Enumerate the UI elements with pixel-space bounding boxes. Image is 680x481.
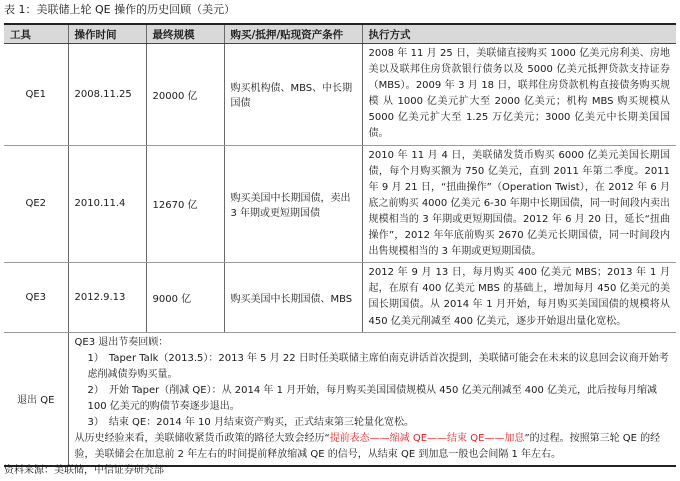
table-caption: 表 1：美联储上轮 QE 操作的历史回顾（美元） bbox=[4, 3, 236, 16]
source-note: 资料来源：美联储，中信证券研究部 bbox=[4, 465, 164, 476]
cell-condition: 购买美国中长期国债、MBS bbox=[224, 263, 362, 332]
cell-execution: 2012 年 9 月 13 日，每月购买 400 亿美元 MBS；2013 年 1 月起，在原有 400 亿美元 MBS 的基础上，增加每月 450 亿美元的美国长期国债。从 2014 年 1 月开始，每月购买美国国债的规模将从 450 亿美元削减至 400 亿美元，逐步开始退出量化宽松。 bbox=[362, 263, 676, 332]
table-row bbox=[4, 145, 676, 263]
table-row bbox=[4, 263, 676, 332]
table-header-row bbox=[4, 24, 676, 44]
cell-tool: QE3 bbox=[4, 263, 68, 332]
header-scale: 最终规模 bbox=[146, 24, 224, 44]
cell-execution: 2010 年 11 月 4 日，美联储发货币购买 6000 亿美元美国长期国债，每个月购买额为 750 亿美元，直到 2011 年第二季度。2011 年 9 月 21 日，“扭曲操作”（Operation Twist），在 2012 年 6 月底之前购买 4000 亿美元 6-30 年期中长期国债，同一时间段内卖出规模相当的 3 年期或更短期国债。2012 年 6 月 20 日，延长“扭曲操作”，2012 年年底前购买 2670 亿美元长期国债，同一时间段内出售规模相当的 3 年期或更短期国债。 bbox=[362, 145, 676, 263]
exit-note-title: QE3 退出节奏回顾： bbox=[74, 336, 169, 348]
exit-note-item: 3） 结束 QE：2014 年 10 月结束资产购买，正式结束第三轮量化宽松。 bbox=[87, 417, 414, 429]
summary-text: ”的过程。按照第三轮 QE 的经验，美联储会在加息前 2 年左右的时间提前释放缩减 QE 的信号，从结束 QE 到加息一般也会间隔 1 年左右。 bbox=[74, 433, 661, 461]
cell-condition: 购买美国中长期国债，卖出 3 年期或更短期国债 bbox=[224, 145, 362, 263]
cell-time: 2012.9.13 bbox=[68, 263, 146, 332]
qe-history-table bbox=[4, 23, 676, 467]
exit-note bbox=[68, 332, 676, 466]
cell-scale: 20000 亿 bbox=[146, 44, 224, 146]
exit-summary bbox=[75, 431, 671, 463]
cell-scale: 12670 亿 bbox=[146, 145, 224, 263]
header-condition: 购买/抵押/贴现资产条件 bbox=[224, 24, 362, 44]
cell-time: 2010.11.4 bbox=[68, 145, 146, 263]
exit-note-item: 1） Taper Talk（2013.5）：2013 年 5 月 22 日时任美联储主席伯南克讲话首次提到，美联储可能会在未来的议息回会议商开始考虑削减债券购买量。 bbox=[87, 352, 669, 380]
cell-tool: QE1 bbox=[4, 44, 68, 146]
table-row bbox=[4, 44, 676, 146]
exit-note-item: 2） 开始 Taper（削减 QE）：从 2014 年 1 月开始，每月购买美国国债规模从 450 亿美元削减至 400 亿美元，此后按每月缩减 100 亿美元的购债节奏逐步退出。 bbox=[87, 384, 658, 412]
summary-text: 从历史经验来看，美联储收紧货币政策的路径大致会经历“ bbox=[74, 433, 330, 445]
cell-tool: 退出 QE bbox=[4, 332, 68, 466]
summary-highlight: 提前表态——缩减 QE——结束 QE——加息 bbox=[329, 433, 525, 445]
cell-scale: 9000 亿 bbox=[146, 263, 224, 332]
table-row-exit bbox=[4, 332, 676, 466]
cell-time: 2008.11.25 bbox=[68, 44, 146, 146]
cell-execution: 2008 年 11 月 25 日，美联储直接购买 1000 亿美元房利美、房地美以及联邦住房贷款银行债务以及 5000 亿美元抵押贷款支持证券（MBS）。2009 年 3 月 18 日，联邦住房贷款机构直接债务购买规模 从 1000 亿美元扩大至 2000 亿美元；机构 MBS 购买规模从 5000 亿美元扩大至 1.25 万亿美元；3000 亿美元中长期美国国债。 bbox=[362, 44, 676, 146]
header-tool: 工具 bbox=[4, 24, 68, 44]
cell-tool: QE2 bbox=[4, 145, 68, 263]
cell-condition: 购买机构债、MBS、中长期国债 bbox=[224, 44, 362, 146]
header-time: 操作时间 bbox=[68, 24, 146, 44]
header-execution: 执行方式 bbox=[362, 24, 676, 44]
